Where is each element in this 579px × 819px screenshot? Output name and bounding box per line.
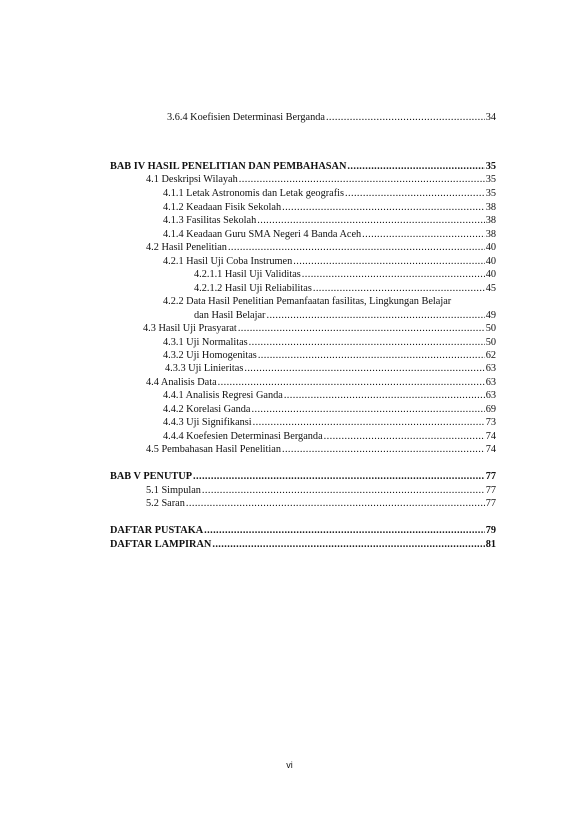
- toc-entry: [194, 268, 496, 281]
- toc-chapter: [110, 524, 496, 537]
- toc-entry-page: 35: [485, 188, 496, 199]
- toc-entry-title: DAFTAR LAMPIRAN: [110, 539, 212, 550]
- toc-entry-title: 4.2.1.2 Hasil Uji Reliabilitas: [194, 283, 312, 294]
- page-number: vi: [286, 760, 293, 770]
- toc-entry-page: 40: [485, 269, 496, 280]
- toc-entry-page: 63: [485, 377, 496, 388]
- toc-leader: [347, 160, 484, 173]
- toc-leader: [204, 524, 485, 537]
- toc-entry-page: 35: [485, 174, 496, 185]
- toc-entry-title: 4.4 Analisis Data: [146, 377, 217, 388]
- toc-entry-title: BAB IV HASIL PENELITIAN DAN PEMBAHASAN: [110, 161, 347, 172]
- toc-entry: [146, 376, 496, 389]
- toc-entry-title: 5.2 Saran: [146, 498, 185, 509]
- toc-entry-title: 4.2.1.1 Hasil Uji Validitas: [194, 269, 301, 280]
- toc-entry-title: 4.4.1 Analisis Regresi Ganda: [163, 390, 283, 401]
- toc-entry-page: 77: [485, 485, 496, 496]
- toc-entry: [143, 322, 496, 335]
- toc-entry: [194, 309, 496, 322]
- toc-entry-page: 50: [485, 337, 496, 348]
- toc-leader: [282, 443, 485, 456]
- toc-entry-page: 77: [485, 471, 496, 482]
- toc-leader: [326, 111, 485, 124]
- toc-entry-title: 4.5 Pembahasan Hasil Penelitian: [146, 444, 281, 455]
- toc-entry-page: 73: [485, 417, 496, 428]
- toc-leader: [212, 538, 484, 551]
- toc-entry-title: BAB V PENUTUP: [110, 471, 193, 482]
- toc-entry-page: 34: [485, 112, 496, 123]
- toc-leader: [313, 282, 485, 295]
- toc-entry-page: 74: [485, 444, 496, 455]
- toc-entry-title: 4.4.2 Korelasi Ganda: [163, 404, 251, 415]
- toc-entry-page: 50: [485, 323, 496, 334]
- toc-entry-page: 62: [485, 350, 496, 361]
- toc-leader: [253, 416, 485, 429]
- toc-leader: [293, 255, 484, 268]
- toc-entry: [167, 111, 496, 124]
- toc-entry-page: 63: [485, 390, 496, 401]
- toc-entry-title: 5.1 Simpulan: [146, 485, 201, 496]
- toc-entry: [163, 349, 496, 362]
- toc-entry-title: 4.1 Deskripsi Wilayah: [146, 174, 238, 185]
- toc-chapter: [110, 470, 496, 483]
- toc-leader: [362, 228, 485, 241]
- toc-leader: [202, 484, 485, 497]
- toc-entry: [163, 187, 496, 200]
- toc-entry: [163, 255, 496, 268]
- toc-entry-page: 79: [485, 525, 496, 536]
- toc-entry-title: 4.3.3 Uji Linieritas: [165, 363, 244, 374]
- toc-entry-page: 49: [485, 310, 496, 321]
- toc-leader: [324, 430, 485, 443]
- toc-entry: [146, 241, 496, 254]
- toc-entry: [163, 201, 496, 214]
- toc-entry-page: 38: [485, 229, 496, 240]
- toc-entry: [146, 443, 496, 456]
- toc-entry: [165, 362, 496, 375]
- toc-leader: [186, 497, 485, 510]
- toc-entry-title: 4.2 Hasil Penelitian: [146, 242, 227, 253]
- toc-leader: [282, 201, 485, 214]
- toc-entry: [163, 214, 496, 227]
- toc-entry-title: 4.3 Hasil Uji Prasyarat: [143, 323, 237, 334]
- toc-entry-page: 74: [485, 431, 496, 442]
- toc-leader: [252, 403, 485, 416]
- toc-entry-title: 3.6.4 Koefisien Determinasi Berganda: [167, 112, 325, 123]
- toc-entry-page: 40: [485, 256, 496, 267]
- toc-entry: [146, 173, 496, 186]
- toc-entry-title: dan Hasil Belajar: [194, 310, 266, 321]
- toc-chapter: [110, 538, 496, 551]
- toc-leader: [193, 470, 485, 483]
- toc-entry: [163, 389, 496, 402]
- toc-leader: [218, 376, 485, 389]
- toc-entry: [146, 497, 496, 510]
- toc-entry: [163, 430, 496, 443]
- toc-entry: [194, 282, 496, 295]
- toc-entry: [163, 228, 496, 241]
- toc-leader: [258, 349, 485, 362]
- toc-entry: [163, 336, 496, 349]
- toc-entry-page: 35: [485, 161, 496, 172]
- toc-entry-page: 69: [485, 404, 496, 415]
- toc-leader: [249, 336, 485, 349]
- toc-entry-title: 4.1.2 Keadaan Fisik Sekolah: [163, 202, 282, 213]
- toc-entry-title: DAFTAR PUSTAKA: [110, 525, 204, 536]
- toc-entry-page: 45: [485, 283, 496, 294]
- toc-leader: [228, 241, 485, 254]
- toc-chapter: [110, 160, 496, 173]
- toc-leader: [257, 214, 484, 227]
- toc-entry-title: 4.4.4 Koefesien Determinasi Berganda: [163, 431, 323, 442]
- toc-leader: [238, 322, 485, 335]
- toc-entry-title: 4.1.3 Fasilitas Sekolah: [163, 215, 257, 226]
- toc-entry-title: 4.4.3 Uji Signifikansi: [163, 417, 252, 428]
- toc-entry: [146, 484, 496, 497]
- toc-leader: [266, 309, 484, 322]
- toc-entry-title: 4.2.1 Hasil Uji Coba Instrumen: [163, 256, 293, 267]
- toc-entry-page: 63: [485, 363, 496, 374]
- toc-leader: [284, 389, 485, 402]
- toc-entry-page: 38: [485, 215, 496, 226]
- toc-leader: [244, 362, 484, 375]
- toc-entry-title: 4.3.2 Uji Homogenitas: [163, 350, 257, 361]
- toc-entry: [163, 416, 496, 429]
- toc-entry-title: 4.1.4 Keadaan Guru SMA Negeri 4 Banda Aceh: [163, 229, 362, 240]
- toc-entry-title: 4.3.1 Uji Normalitas: [163, 337, 248, 348]
- toc-entry: [163, 403, 496, 416]
- toc-entry-title: 4.1.1 Letak Astronomis dan Letak geografis: [163, 188, 345, 199]
- toc-leader: [239, 173, 485, 186]
- toc-entry-page: 40: [485, 242, 496, 253]
- toc-entry-title: 4.2.2 Data Hasil Penelitian Pemanfaatan fasilitas, Lingkungan Belajar: [163, 296, 452, 307]
- toc-leader: [302, 268, 485, 281]
- toc-leader: [345, 187, 485, 200]
- toc-entry-page: 81: [485, 539, 496, 550]
- toc-entry-page: 38: [485, 202, 496, 213]
- toc-entry-page: 77: [485, 498, 496, 509]
